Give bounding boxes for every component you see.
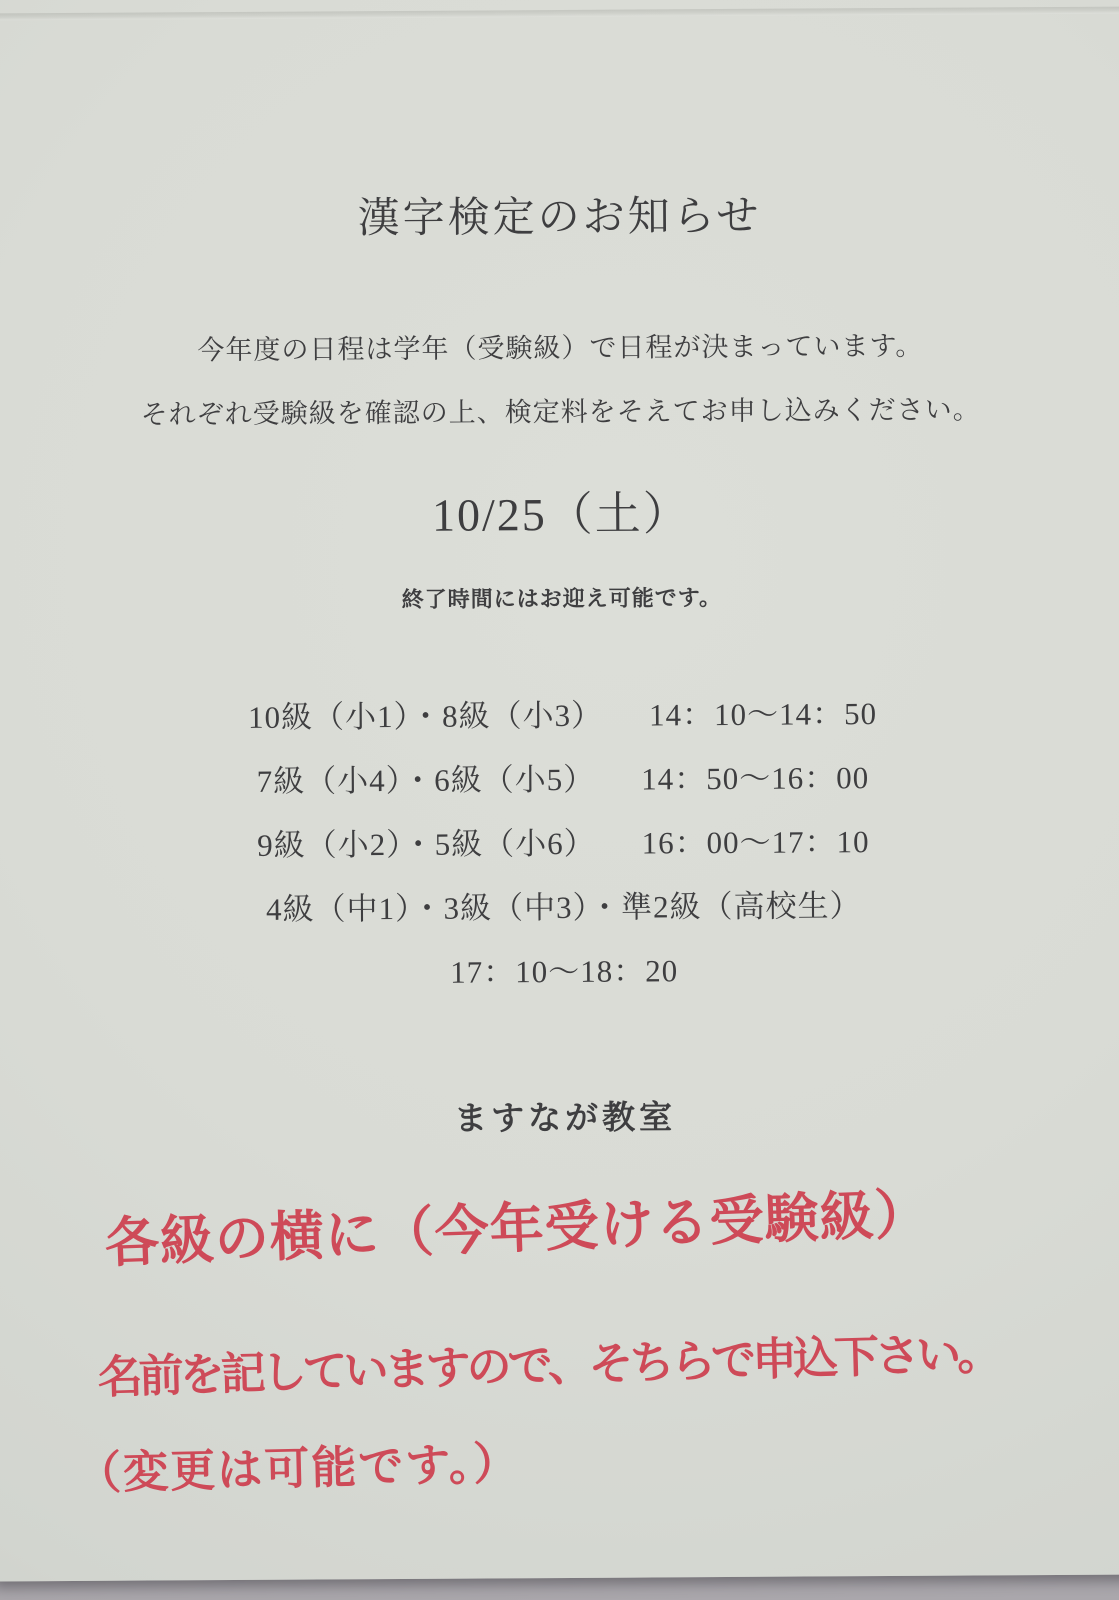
classroom-name: ますなが教室 [453,1100,677,1138]
schedule-table [0,688,1119,999]
notice-title: 漢字検定のお知らせ [357,193,762,243]
handwritten-note-1: 各級の横に（今年受ける受験級） [103,1182,931,1275]
handwritten-note-2: 名前を記していますので、そちらで申込下さい。 [96,1326,999,1404]
schedule-row-4-levels: 4級（中1）・3級（中3）・準2級（高校生） [265,888,862,927]
schedule-row-4 [266,882,862,934]
schedule-row-1-levels: 10級（小1）・8級（小3） [247,697,604,735]
schedule-row-5 [450,947,678,996]
schedule-row-3 [257,818,870,870]
schedule-row-2 [257,754,870,806]
intro-line-1: 今年度の日程は学年（受験級）で日程が決まっています。 [197,330,924,366]
schedule-row-1 [248,690,877,742]
schedule-row-1-time: 14：10〜14：50 [648,696,878,733]
handwritten-note-3: （変更は可能です。） [75,1436,521,1500]
schedule-row-3-time: 16：00〜17：10 [641,824,870,861]
schedule-row-5-time: 17：10〜18：20 [450,953,679,990]
pickup-note: 終了時間にはお迎え可能です。 [401,585,723,612]
intro-line-2: それぞれ受験級を確認の上、検定料をそえてお申し込みください。 [140,394,981,430]
schedule-row-2-time: 14：50〜16：00 [641,760,870,797]
schedule-row-2-levels: 7級（小4）・6級（小5） [256,761,596,799]
exam-date: 10/25（土） [431,488,691,541]
schedule-row-3-levels: 9級（小2）・5級（小6） [257,825,596,863]
paper-crease [0,7,1119,21]
